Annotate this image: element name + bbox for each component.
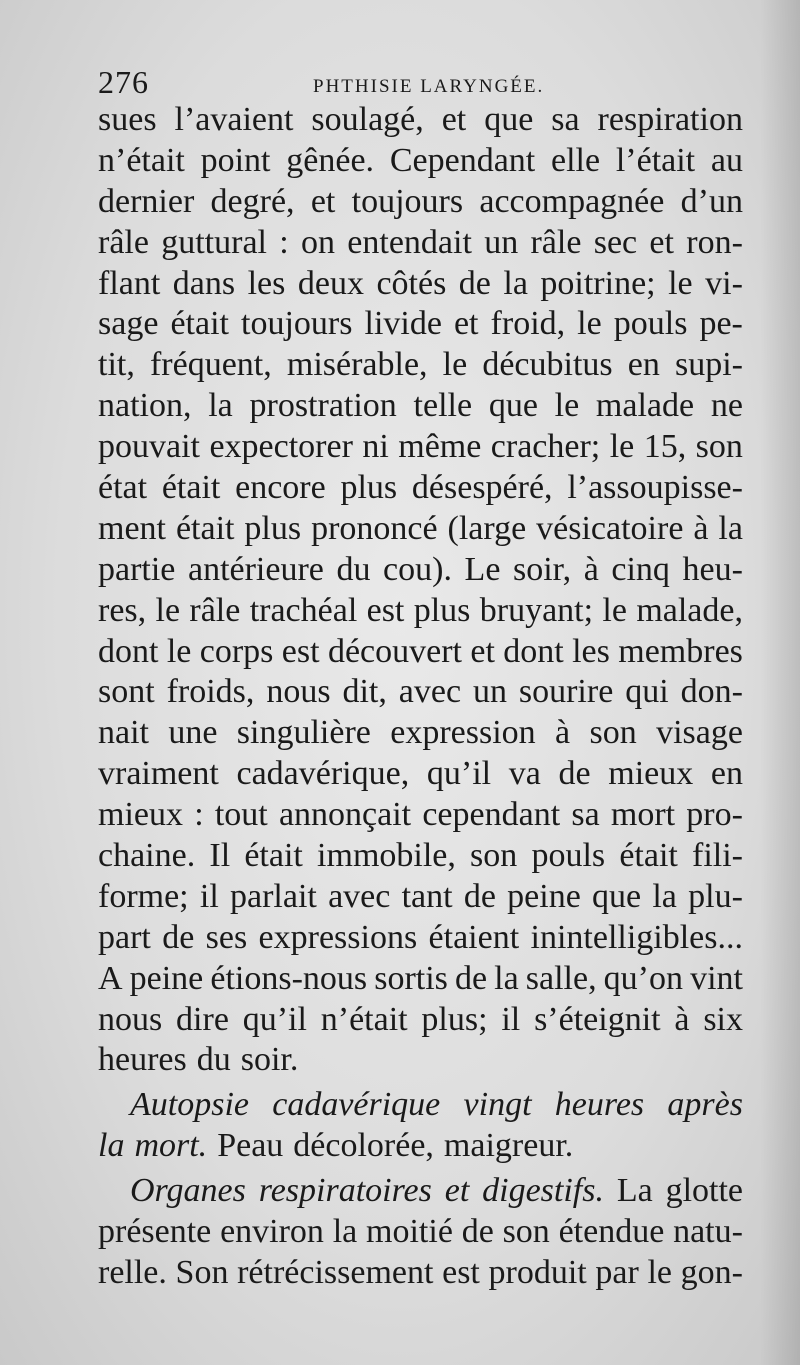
word: plus xyxy=(244,509,302,547)
word: soir, xyxy=(512,550,572,588)
word: était xyxy=(619,837,678,875)
word: après xyxy=(667,1086,743,1124)
word: en xyxy=(710,755,743,793)
word: que xyxy=(488,387,538,425)
text-line xyxy=(98,386,743,427)
word: de xyxy=(162,918,195,956)
word: prononcé xyxy=(311,509,438,547)
text-line xyxy=(98,345,743,386)
word: annonçait xyxy=(278,796,412,834)
word: glotte xyxy=(665,1172,743,1210)
word: de xyxy=(463,877,496,915)
word: du xyxy=(336,550,371,588)
word: un xyxy=(472,673,507,711)
word: et xyxy=(441,101,467,138)
word: chaine. xyxy=(98,837,196,875)
word: nous xyxy=(98,1000,163,1038)
word: ne xyxy=(710,387,743,425)
word: il xyxy=(501,1000,521,1038)
word: la xyxy=(652,877,677,915)
word: pro- xyxy=(686,796,743,834)
word: de xyxy=(461,1213,494,1251)
word: son xyxy=(470,837,518,875)
text-line xyxy=(98,836,743,877)
word: était xyxy=(175,509,235,547)
word: Il xyxy=(209,837,231,875)
word: sont xyxy=(98,673,155,711)
word: point xyxy=(200,141,271,179)
word: part xyxy=(98,918,151,956)
word: une xyxy=(168,714,218,752)
word: mieux xyxy=(608,755,694,793)
word: Organes xyxy=(130,1172,246,1210)
word: sa xyxy=(551,101,580,138)
word: don- xyxy=(680,673,743,711)
word: que xyxy=(592,877,642,915)
word: dont xyxy=(98,632,159,670)
word: expression xyxy=(390,714,536,752)
text-line xyxy=(98,1253,743,1294)
word: fréquent, xyxy=(149,346,272,384)
word: res, xyxy=(98,591,147,629)
word: corps xyxy=(199,632,274,670)
word: parlait xyxy=(230,877,317,915)
word: la xyxy=(718,509,743,547)
text-line xyxy=(98,713,743,754)
word: poitrine; xyxy=(540,264,656,302)
word: fili- xyxy=(692,837,743,875)
word: le xyxy=(442,346,468,384)
word: Autopsie xyxy=(130,1086,249,1124)
word: malade xyxy=(595,387,695,425)
word: cinq xyxy=(611,550,670,588)
word: ni xyxy=(362,428,389,466)
word: pe- xyxy=(699,305,743,343)
word: antérieure xyxy=(187,550,324,588)
word: mieux xyxy=(98,796,183,834)
word: dit, xyxy=(342,673,387,711)
text-line xyxy=(98,632,743,673)
word: qui xyxy=(625,673,669,711)
word: sues xyxy=(98,101,157,138)
text-line xyxy=(98,1212,743,1253)
text-line xyxy=(98,918,743,959)
word: vi- xyxy=(705,264,743,302)
word: sortis xyxy=(374,959,448,997)
text-line xyxy=(98,182,743,223)
word: vingt xyxy=(463,1086,532,1124)
text-line xyxy=(98,550,743,591)
text-line xyxy=(98,877,743,918)
word: à xyxy=(693,509,709,547)
word: de xyxy=(458,264,491,302)
word: l’avaient xyxy=(174,101,294,138)
word: immobile, xyxy=(317,837,456,875)
word: trachéal xyxy=(249,591,358,629)
word: à xyxy=(674,1000,690,1038)
word: guttural xyxy=(161,223,267,261)
word: respiration xyxy=(597,101,743,138)
word: degré, xyxy=(210,182,295,220)
page-edge-shadow xyxy=(760,0,800,1365)
word: ment xyxy=(98,509,166,547)
word: à xyxy=(555,714,571,752)
word: la xyxy=(503,264,528,302)
word: moitié xyxy=(366,1213,453,1251)
word: au xyxy=(710,141,743,179)
word: membres xyxy=(618,632,743,670)
word: de xyxy=(454,959,488,997)
word: elle xyxy=(551,141,601,179)
word: la xyxy=(494,959,519,997)
word: râle xyxy=(530,223,582,261)
word: dernier xyxy=(98,182,195,220)
word: et xyxy=(453,305,479,343)
word: plus xyxy=(413,591,471,629)
word: dans xyxy=(172,264,236,302)
word: était xyxy=(161,469,221,507)
word: heu- xyxy=(682,550,743,588)
word: cadavérique xyxy=(272,1086,441,1124)
word: le xyxy=(602,591,627,629)
word: respiratoires xyxy=(258,1172,432,1210)
word: était xyxy=(244,837,303,875)
text-line xyxy=(98,223,743,264)
word: pouls xyxy=(613,305,688,343)
word: et xyxy=(470,632,495,670)
word: cependant xyxy=(422,796,561,834)
word: encore xyxy=(235,469,326,507)
running-title: PHTHISIE LARYNGÉE. xyxy=(313,76,545,97)
word: livide xyxy=(364,305,442,343)
word: le xyxy=(647,1253,672,1291)
word: peine xyxy=(129,959,204,997)
word: inintelligibles... xyxy=(530,918,743,956)
word: tit, xyxy=(98,346,135,384)
word: toujours xyxy=(351,182,464,220)
word: étendue xyxy=(558,1213,665,1251)
text-line xyxy=(98,264,743,305)
word: cadavérique, xyxy=(236,755,410,793)
word: Cependant xyxy=(389,141,536,179)
word: tant xyxy=(401,877,453,915)
word: toujours xyxy=(241,305,353,343)
word: les xyxy=(247,264,286,302)
word: est xyxy=(366,591,405,629)
word: natu- xyxy=(673,1213,743,1251)
word: et xyxy=(310,182,336,220)
word: désespéré, xyxy=(411,469,553,507)
word: n’était xyxy=(98,141,185,179)
word: l’assoupisse- xyxy=(567,469,743,507)
word: râle xyxy=(189,591,241,629)
word: ses xyxy=(205,918,248,956)
word: dont xyxy=(503,632,564,670)
word: flant xyxy=(98,264,161,302)
word: l’était xyxy=(615,141,696,179)
word: pouls xyxy=(531,837,606,875)
word: du xyxy=(196,1041,231,1079)
word: Le xyxy=(464,550,501,588)
word: deux xyxy=(297,264,364,302)
word: mort. xyxy=(134,1127,208,1165)
word: décubitus xyxy=(482,346,613,384)
word: à xyxy=(583,550,599,588)
word: gon- xyxy=(680,1253,743,1291)
word: A xyxy=(98,959,123,997)
word: froid, xyxy=(490,305,566,343)
word: nation, xyxy=(98,387,192,425)
word: accompagnée xyxy=(479,182,665,220)
word: forme; xyxy=(98,877,189,915)
word: six xyxy=(703,1000,743,1038)
word: est xyxy=(442,1253,480,1291)
text-line xyxy=(98,591,743,632)
word: est xyxy=(281,632,320,670)
word: qu’il xyxy=(242,1000,307,1038)
word: nous xyxy=(266,673,331,711)
word: bruyant; xyxy=(479,591,594,629)
word: vraiment xyxy=(98,755,219,793)
word: la xyxy=(208,387,233,425)
word: même xyxy=(398,428,482,466)
word: froids, xyxy=(166,673,255,711)
word: peine xyxy=(507,877,581,915)
word: on xyxy=(301,223,336,261)
word: singulière xyxy=(236,714,371,752)
word: la xyxy=(332,1213,358,1251)
word: le xyxy=(166,632,192,670)
text-line xyxy=(98,672,743,713)
word: sage xyxy=(98,305,159,343)
text-line xyxy=(98,1040,743,1081)
word: (large xyxy=(447,509,527,547)
text-line xyxy=(98,304,743,345)
word: la xyxy=(98,1127,125,1165)
text-line xyxy=(98,468,743,509)
word: par xyxy=(595,1253,639,1291)
word: 15, xyxy=(643,428,687,466)
word: le xyxy=(554,387,580,425)
word: et xyxy=(649,223,674,261)
page-number: 276 xyxy=(98,64,149,100)
word: de xyxy=(558,755,591,793)
word: le xyxy=(668,264,693,302)
word: dire xyxy=(176,1000,229,1038)
word: visage xyxy=(656,714,743,752)
text-line xyxy=(98,795,743,836)
word: qu’on xyxy=(603,959,683,997)
word: d’un xyxy=(680,182,743,220)
word: heures xyxy=(98,1041,187,1079)
text-line xyxy=(98,959,743,1000)
word: présente xyxy=(98,1213,212,1251)
word: avec xyxy=(328,877,391,915)
text-line xyxy=(98,427,743,468)
word: cou). xyxy=(383,550,452,588)
word: les xyxy=(572,632,610,670)
word: un xyxy=(484,223,519,261)
word: il xyxy=(199,877,219,915)
word: décolorée, xyxy=(293,1127,434,1165)
word: côtés xyxy=(376,264,447,302)
word: plus; xyxy=(421,1000,488,1038)
word: tout xyxy=(214,796,268,834)
word: vint xyxy=(690,959,743,997)
word: que xyxy=(484,101,534,138)
word: salle, xyxy=(525,959,597,997)
word: Peau xyxy=(217,1127,284,1165)
word: malade, xyxy=(636,591,743,629)
word: sourire xyxy=(518,673,614,711)
word: n’était xyxy=(320,1000,408,1038)
text-line xyxy=(98,1171,743,1212)
word: plus xyxy=(340,469,398,507)
word: Son xyxy=(175,1253,229,1291)
word: son xyxy=(502,1213,550,1251)
text-line xyxy=(98,141,743,182)
word: cracher; xyxy=(490,428,601,466)
text-line xyxy=(98,1126,743,1167)
word: soir. xyxy=(240,1041,299,1079)
word: gênée. xyxy=(286,141,375,179)
word: vésicatoire xyxy=(536,509,684,547)
word: était xyxy=(170,305,229,343)
word: rétrécissement xyxy=(237,1253,434,1291)
word: et xyxy=(444,1172,470,1210)
word: digestifs. xyxy=(482,1172,604,1210)
word: étaient xyxy=(428,918,520,956)
word: entendait xyxy=(347,223,472,261)
word: La xyxy=(616,1172,653,1210)
word: soulagé, xyxy=(311,101,424,138)
word: sec xyxy=(593,223,638,261)
word: nait xyxy=(98,714,149,752)
word: avec xyxy=(398,673,462,711)
word: plu- xyxy=(688,877,743,915)
word: maigreur. xyxy=(443,1127,574,1165)
word: étions-nous xyxy=(210,959,368,997)
word: son xyxy=(695,428,743,466)
word: relle. xyxy=(98,1253,167,1291)
word: s’éteignit xyxy=(534,1000,661,1038)
word: supi- xyxy=(675,346,743,384)
word: découvert xyxy=(327,632,462,670)
word: sa xyxy=(571,796,600,834)
word: partie xyxy=(98,550,176,588)
word: pouvait xyxy=(98,428,200,466)
word: le xyxy=(577,305,602,343)
text-line xyxy=(98,754,743,795)
word: état xyxy=(98,469,148,507)
body-text xyxy=(98,100,743,1294)
word: le xyxy=(609,428,635,466)
word: va xyxy=(508,755,541,793)
word: prostration xyxy=(249,387,397,425)
word: misérable, xyxy=(286,346,428,384)
word: expressions xyxy=(258,918,418,956)
word: : xyxy=(279,223,289,261)
text-line xyxy=(98,1000,743,1041)
word: environ xyxy=(220,1213,324,1251)
word: son xyxy=(589,714,637,752)
text-line xyxy=(98,509,743,550)
text-line xyxy=(98,100,743,141)
word: : xyxy=(194,796,204,834)
word: râle xyxy=(98,223,149,261)
word: heures xyxy=(554,1086,645,1124)
word: le xyxy=(155,591,181,629)
word: qu’il xyxy=(426,755,492,793)
word: mort xyxy=(610,796,676,834)
word: produit xyxy=(488,1253,587,1291)
word: en xyxy=(627,346,660,384)
word: telle xyxy=(413,387,473,425)
word: expectorer xyxy=(209,428,353,466)
text-line xyxy=(98,1085,743,1126)
running-head xyxy=(98,64,743,104)
word: ron- xyxy=(686,223,743,261)
